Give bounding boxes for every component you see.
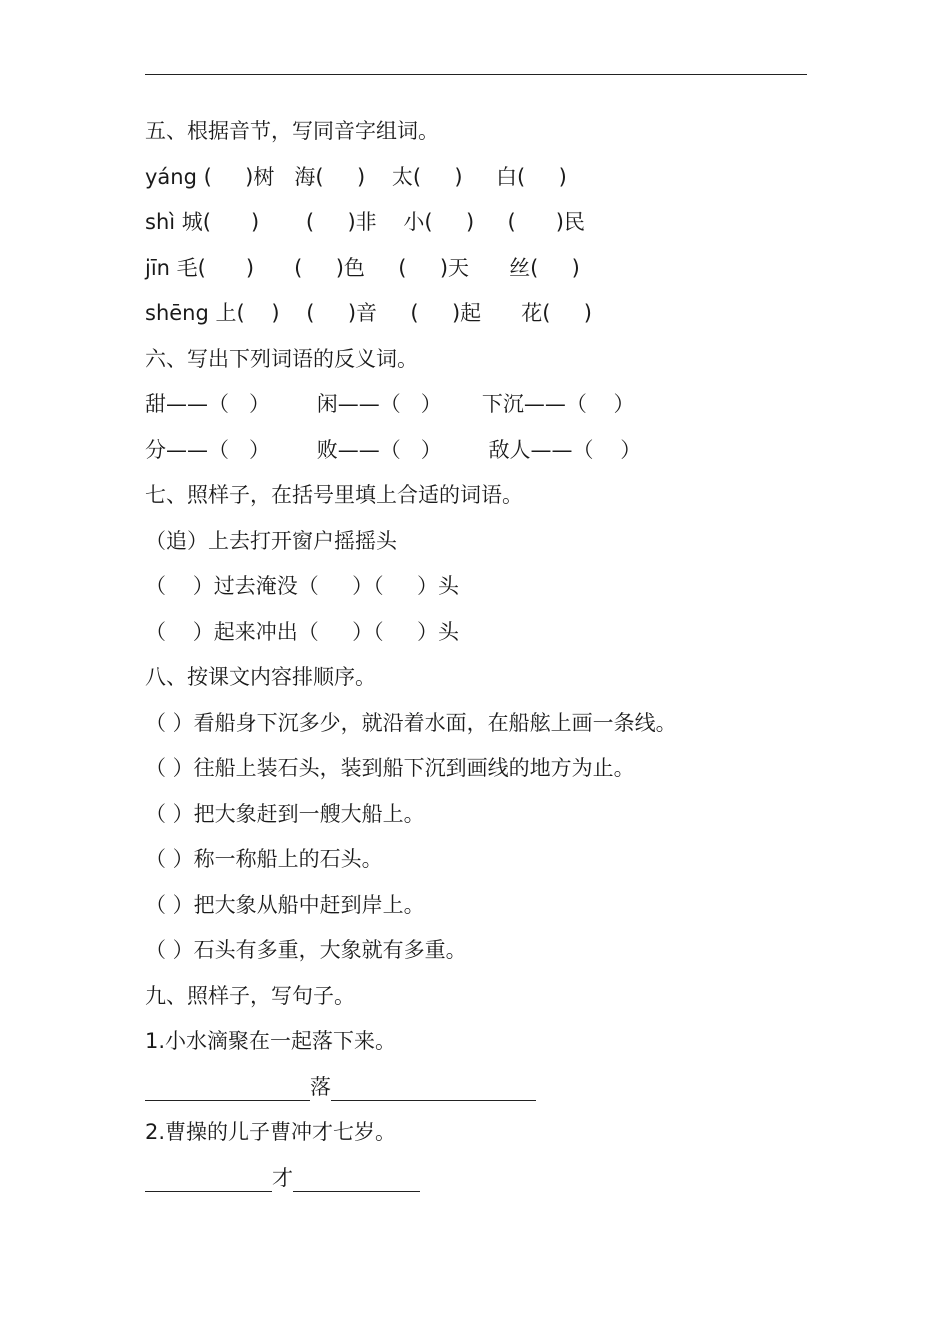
keyword-cai: 才 xyxy=(272,1166,293,1190)
sentence-example-1: 1.小水滴聚在一起落下来。 xyxy=(145,1029,397,1053)
section-8-title: 八、按课文内容排顺序。 xyxy=(145,665,376,689)
answer-blank[interactable] xyxy=(293,1169,420,1192)
section-6-title: 六、写出下列词语的反义词。 xyxy=(145,347,418,371)
pinyin-row-shi: shì 城( ) ( )非 小( ) ( )民 xyxy=(145,210,585,234)
section-9-title: 九、照样子，写句子。 xyxy=(145,984,355,1008)
header-rule xyxy=(145,74,807,75)
order-item-6: （ ）石头有多重，大象就有多重。 xyxy=(145,938,467,962)
answer-line-1 xyxy=(145,1073,536,1101)
antonym-row-1: 甜——（ ） 闲——（ ） 下沉——（ ） xyxy=(145,392,635,416)
fill-row-2: （ ）起来冲出（ ）（ ）头 xyxy=(145,620,459,644)
section-5-title: 五、根据音节，写同音字组词。 xyxy=(145,119,439,143)
keyword-luo: 落 xyxy=(310,1075,331,1099)
answer-blank[interactable] xyxy=(145,1169,272,1192)
section-7-title: 七、照样子，在括号里填上合适的词语。 xyxy=(145,483,523,507)
order-item-4: （ ）称一称船上的石头。 xyxy=(145,847,383,871)
order-item-5: （ ）把大象从船中赶到岸上。 xyxy=(145,893,425,917)
sentence-example-2: 2.曹操的儿子曹冲才七岁。 xyxy=(145,1120,397,1144)
order-item-3: （ ）把大象赶到一艘大船上。 xyxy=(145,802,425,826)
order-item-1: （ ）看船身下沉多少，就沿着水面，在船舷上画一条线。 xyxy=(145,711,677,735)
pinyin-row-jin: jīn 毛( ) ( )色 ( )天 丝( ) xyxy=(145,256,580,280)
answer-blank[interactable] xyxy=(331,1078,536,1101)
pinyin-row-sheng: shēng 上( ) ( )音 ( )起 花( ) xyxy=(145,301,592,325)
example-row: （追）上去打开窗户摇摇头 xyxy=(145,529,397,553)
answer-blank[interactable] xyxy=(145,1078,310,1101)
antonym-row-2: 分——（ ） 败——（ ） 敌人——（ ） xyxy=(145,438,642,462)
fill-row-1: （ ）过去淹没（ ）（ ）头 xyxy=(145,574,459,598)
pinyin-row-yang: yáng ( )树 海( ) 太( ) 白( ) xyxy=(145,165,567,189)
order-item-2: （ ）往船上装石头，装到船下沉到画线的地方为止。 xyxy=(145,756,635,780)
answer-line-2 xyxy=(145,1164,420,1192)
